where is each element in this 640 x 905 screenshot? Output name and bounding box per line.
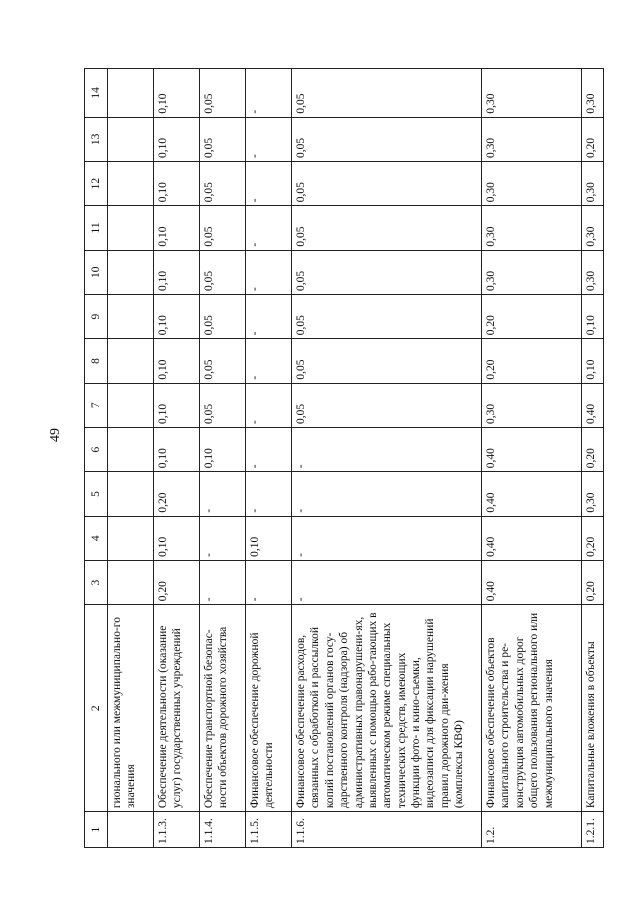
value-cell: -	[246, 472, 292, 516]
value-cell: 0,30	[582, 250, 604, 294]
row-name: Обеспечение транспортной безопас-ности объектов дорожного хозяйства	[200, 605, 246, 812]
value-cell: 0,05	[200, 294, 246, 338]
value-cell: 0,05	[292, 117, 482, 161]
value-cell: -	[246, 427, 292, 471]
value-cell: 0,10	[154, 117, 200, 161]
row-name: Капитальные вложения в объекты	[582, 605, 604, 812]
value-cell	[108, 69, 154, 118]
value-cell: 0,05	[292, 206, 482, 250]
value-cell: 0,10	[582, 294, 604, 338]
column-header: 1	[85, 812, 108, 848]
row-number	[108, 812, 154, 848]
value-cell: 0,10	[154, 383, 200, 427]
value-cell: 0,20	[482, 339, 582, 383]
value-cell: 0,05	[200, 383, 246, 427]
value-cell	[108, 383, 154, 427]
value-cell: 0,10	[154, 250, 200, 294]
row-number: 1.1.3.	[154, 812, 200, 848]
column-header: 12	[85, 161, 108, 205]
value-cell: 0,10	[154, 516, 200, 560]
table-row	[482, 69, 582, 848]
value-cell: 0,20	[482, 294, 582, 338]
value-cell: 0,30	[582, 206, 604, 250]
value-cell: 0,40	[582, 383, 604, 427]
value-cell: 0,05	[200, 117, 246, 161]
value-cell	[108, 294, 154, 338]
column-header: 9	[85, 294, 108, 338]
value-cell: -	[200, 516, 246, 560]
page-number: 49	[48, 428, 63, 442]
row-name: Финансовое обеспечение дорожной деятельности	[246, 605, 292, 812]
value-cell: 0,30	[482, 117, 582, 161]
value-cell: 0,05	[292, 161, 482, 205]
column-header: 10	[85, 250, 108, 294]
value-cell: 0,20	[582, 117, 604, 161]
value-cell: 0,40	[482, 516, 582, 560]
value-cell: 0,40	[482, 560, 582, 604]
value-cell: 0,05	[200, 161, 246, 205]
value-cell: 0,05	[200, 250, 246, 294]
value-cell: -	[246, 206, 292, 250]
value-cell: 0,05	[292, 383, 482, 427]
value-cell: -	[246, 161, 292, 205]
row-name: гионального или межмуниципально-го значения	[108, 605, 154, 812]
value-cell: 0,10	[154, 161, 200, 205]
value-cell	[108, 339, 154, 383]
value-cell: 0,10	[154, 427, 200, 471]
value-cell: 0,05	[292, 339, 482, 383]
column-header: 8	[85, 339, 108, 383]
value-cell	[108, 206, 154, 250]
row-name: Обеспечение деятельности (оказание услуг) государственных учреждений	[154, 605, 200, 812]
table-row	[292, 69, 482, 848]
value-cell: 0,05	[200, 206, 246, 250]
value-cell: 0,20	[154, 472, 200, 516]
row-number: 1.2.1.	[582, 812, 604, 848]
value-cell: 0,10	[154, 294, 200, 338]
value-cell	[108, 560, 154, 604]
value-cell: -	[246, 560, 292, 604]
value-cell: 0,10	[154, 339, 200, 383]
value-cell	[108, 161, 154, 205]
column-header: 2	[85, 605, 108, 812]
column-header: 5	[85, 472, 108, 516]
column-header: 13	[85, 117, 108, 161]
column-header: 3	[85, 560, 108, 604]
value-cell: 0,10	[154, 69, 200, 118]
column-header: 14	[85, 69, 108, 118]
value-cell	[108, 472, 154, 516]
value-cell: 0,30	[482, 250, 582, 294]
table-row	[200, 69, 246, 848]
value-cell	[108, 117, 154, 161]
value-cell: 0,05	[200, 69, 246, 118]
table-row	[108, 69, 154, 848]
value-cell: -	[246, 250, 292, 294]
budget-table	[84, 68, 604, 848]
value-cell: -	[246, 69, 292, 118]
row-name: Финансовое обеспечение расходов, связанных с обработкой и рассылкой копий постановлений органов госу-дарственного контроля (надзора) об административных правонарушени-ях, выявленных с помощью рабо-тающих в автоматическом режиме специальных технических средств, имеющих функции фото- и кино-съемки, видеозаписи для фиксации нарушений правил дорожного дви-жения (комплексы КВФ)	[292, 605, 482, 812]
value-cell: 0,05	[200, 339, 246, 383]
table-body	[108, 69, 604, 848]
row-number: 1.2.	[482, 812, 582, 848]
value-cell: 0,10	[200, 427, 246, 471]
row-number: 1.1.5.	[246, 812, 292, 848]
value-cell: 0,40	[482, 427, 582, 471]
value-cell: 0,30	[582, 161, 604, 205]
column-header: 4	[85, 516, 108, 560]
table-row	[582, 69, 604, 848]
value-cell: 0,30	[582, 472, 604, 516]
value-cell: -	[200, 560, 246, 604]
value-cell: 0,30	[482, 69, 582, 118]
rotated-table-container	[84, 68, 597, 848]
value-cell: 0,20	[582, 516, 604, 560]
value-cell: 0,30	[482, 206, 582, 250]
value-cell: -	[292, 427, 482, 471]
value-cell: 0,10	[582, 339, 604, 383]
value-cell: -	[246, 383, 292, 427]
table-row	[154, 69, 200, 848]
value-cell: 0,05	[292, 250, 482, 294]
table-row	[246, 69, 292, 848]
value-cell: 0,20	[154, 560, 200, 604]
value-cell: -	[246, 294, 292, 338]
value-cell: -	[246, 339, 292, 383]
row-number: 1.1.6.	[292, 812, 482, 848]
value-cell: -	[292, 472, 482, 516]
column-header: 6	[85, 427, 108, 471]
value-cell: 0,30	[582, 69, 604, 118]
value-cell: -	[246, 117, 292, 161]
value-cell: 0,20	[582, 427, 604, 471]
row-number: 1.1.4.	[200, 812, 246, 848]
value-cell: -	[292, 560, 482, 604]
value-cell: -	[292, 516, 482, 560]
value-cell: 0,40	[482, 472, 582, 516]
column-header: 7	[85, 383, 108, 427]
value-cell: -	[200, 472, 246, 516]
value-cell: 0,10	[246, 516, 292, 560]
value-cell: 0,05	[292, 294, 482, 338]
value-cell: 0,10	[154, 206, 200, 250]
value-cell: 0,30	[482, 161, 582, 205]
row-name: Финансовое обеспечение объектов капитального строительства и ре-конструкция автомобильных дорог общего пользования регионального или межмуниципального значения	[482, 605, 582, 812]
value-cell	[108, 516, 154, 560]
header-row	[85, 69, 108, 848]
value-cell	[108, 427, 154, 471]
value-cell: 0,05	[292, 69, 482, 118]
value-cell	[108, 250, 154, 294]
column-header: 11	[85, 206, 108, 250]
value-cell: 0,30	[482, 383, 582, 427]
value-cell: 0,20	[582, 560, 604, 604]
